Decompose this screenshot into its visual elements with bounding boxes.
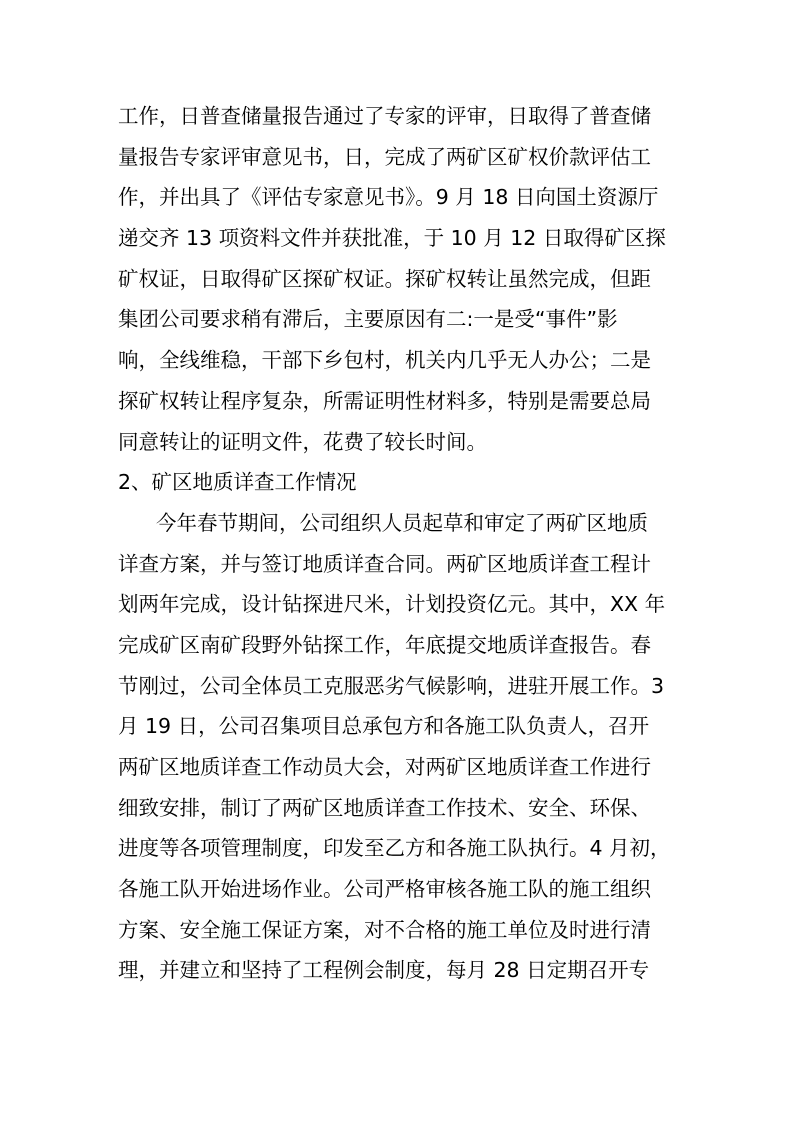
line-text: 进度等各项管理制度，印发至乙方和各施工队执行。4 月初， [118,836,671,861]
line-text: 节刚过，公司全体员工克服恶劣气候影响，进驻开展工作。3 [118,673,665,698]
text-line [118,910,688,951]
line-text: 递交齐 13 项资料文件并获批准，于 10 月 12 日取得矿区探 [118,226,666,251]
text-line [118,340,688,381]
text-line [118,422,688,463]
text-line [118,96,688,137]
line-text: 响，全线维稳，干部下乡包村，机关内几乎无人办公；二是 [118,348,651,373]
text-line [118,259,688,300]
text-line [118,177,688,218]
line-text: 工作，日普查储量报告通过了专家的评审，日取得了普查储 [118,104,651,128]
paragraph-geological-survey [118,503,688,991]
text-line [118,788,688,829]
line-text: 两矿区地质详查工作动员大会，对两矿区地质详查工作进行 [118,755,651,779]
line-text: 量报告专家评审意见书，日，完成了两矿区矿权价款评估工 [118,144,651,169]
text-line [118,666,688,707]
paragraph-mining-rights [118,96,688,462]
line-text: 完成矿区南矿段野外钻探工作，年底提交地质详查报告。春 [118,632,651,657]
line-text: 详查方案，并与签订地质详查合同。两矿区地质详查工程计 [118,551,651,576]
text-line [118,503,688,544]
line-text: 细致安排，制订了两矿区地质详查工作技术、安全、环保、 [118,795,651,820]
text-line [118,544,688,585]
line-text: 矿权证，日取得矿区探矿权证。探矿权转让虽然完成，但距 [118,266,651,291]
text-line [118,706,688,747]
line-text: 划两年完成，设计钻探进尺米，计划投资亿元。其中，XX 年 [118,592,666,617]
line-text: 今年春节期间，公司组织人员起草和审定了两矿区地质 [156,510,648,535]
text-line [118,137,688,178]
line-text: 同意转让的证明文件，花费了较长时间。 [118,429,487,454]
heading-text: 2、矿区地质详查工作情况 [118,470,357,495]
text-line [118,828,688,869]
line-text: 集团公司要求稍有滞后，主要原因有二:一是受“事件”影 [118,307,618,332]
text-line [118,218,688,259]
line-text: 作，并出具了《评估专家意见书》。9 月 18 日向国土资源厅 [118,185,659,210]
line-text: 各施工队开始进场作业。公司严格审核各施工队的施工组织 [118,877,651,902]
text-line [118,950,688,991]
line-text: 月 19 日，公司召集项目总承包方和各施工队负责人，召开 [118,714,650,739]
text-line [118,381,688,422]
text-line [118,299,688,340]
text-line [118,584,688,625]
text-line [118,869,688,910]
text-line [118,747,688,788]
document-body [118,96,688,991]
line-text: 理，并建立和坚持了工程例会制度，每月 28 日定期召开专 [118,958,650,983]
line-text: 方案、安全施工保证方案，对不合格的施工单位及时进行清 [118,917,651,942]
line-text: 探矿权转让程序复杂，所需证明性材料多，特别是需要总局 [118,388,651,413]
text-line [118,625,688,666]
section-heading [118,462,688,503]
